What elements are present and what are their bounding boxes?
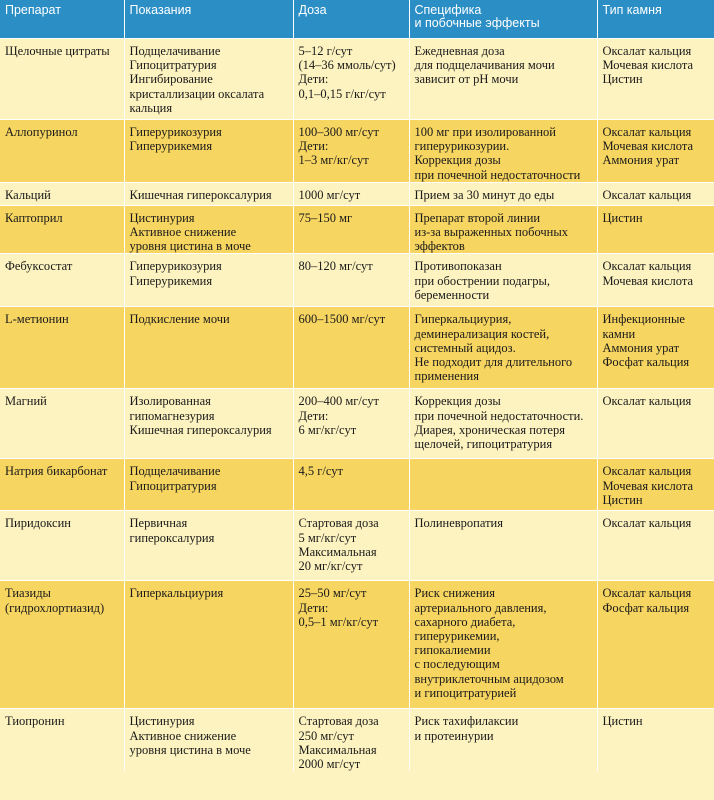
cell-indications: Гиперурикозурия Гиперурикемия	[124, 254, 293, 307]
cell-indications: Подщелачивание Гипоцитратурия Ингибирование кристаллизации оксалата кальция	[124, 39, 293, 120]
cell-stone: Оксалат кальция Мочевая кислота Аммония урат	[597, 120, 714, 183]
cell-indications: Подкисление мочи	[124, 307, 293, 389]
table-row	[0, 307, 714, 389]
cell-stone: Оксалат кальция	[597, 511, 714, 581]
table-row	[0, 120, 714, 183]
cell-drug: Натрия бикарбонат	[0, 459, 124, 511]
cell-stone: Оксалат кальция Фосфат кальция	[597, 581, 714, 709]
cell-stone: Оксалат кальция Мочевая кислота Цистин	[597, 39, 714, 120]
table-row	[0, 205, 714, 254]
cell-indications: Изолированная гипомагнезурия Кишечная гипероксалурия	[124, 389, 293, 459]
cell-indications: Цистинурия Активное снижение уровня цистина в моче	[124, 205, 293, 254]
header-stone: Тип камня	[597, 0, 714, 39]
cell-notes: Полиневропатия	[409, 511, 597, 581]
cell-notes: Коррекция дозы при почечной недостаточности. Диарея, хроническая потеря щелочей, гипоцитратурия	[409, 389, 597, 459]
cell-dose: 1000 мг/сут	[293, 182, 409, 205]
cell-notes: 100 мг при изолированной гиперурикозурии. Коррекция дозы при почечной недостаточности	[409, 120, 597, 183]
cell-stone: Цистин	[597, 205, 714, 254]
cell-stone: Оксалат кальция	[597, 389, 714, 459]
cell-stone: Инфекционные камни Аммония урат Фосфат кальция	[597, 307, 714, 389]
cell-drug: Магний	[0, 389, 124, 459]
cell-drug: Щелочные цитраты	[0, 39, 124, 120]
cell-drug: Каптоприл	[0, 205, 124, 254]
table-body	[0, 39, 714, 772]
header-indications: Показания	[124, 0, 293, 39]
cell-notes: Риск тахифилаксии и протеинурии	[409, 709, 597, 771]
table-row	[0, 254, 714, 307]
cell-dose: 100–300 мг/сут Дети: 1–3 мг/кг/сут	[293, 120, 409, 183]
cell-indications: Гиперкальциурия	[124, 581, 293, 709]
cell-indications: Цистинурия Активное снижение уровня цистина в моче	[124, 709, 293, 771]
cell-drug: Фебуксостат	[0, 254, 124, 307]
header-notes: Специфика и побочные эффекты	[409, 0, 597, 39]
cell-dose: 200–400 мг/сут Дети: 6 мг/кг/сут	[293, 389, 409, 459]
cell-dose: Стартовая доза 5 мг/кг/сут Максимальная 20 мг/кг/сут	[293, 511, 409, 581]
cell-notes: Противопоказан при обострении подагры, беременности	[409, 254, 597, 307]
cell-notes: Препарат второй линии из-за выраженных побочных эффектов	[409, 205, 597, 254]
cell-drug: L-метионин	[0, 307, 124, 389]
table-row	[0, 581, 714, 709]
cell-drug: Пиридоксин	[0, 511, 124, 581]
cell-indications: Первичная гипероксалурия	[124, 511, 293, 581]
header-dose: Доза	[293, 0, 409, 39]
cell-stone: Оксалат кальция Мочевая кислота	[597, 254, 714, 307]
table-row	[0, 459, 714, 511]
cell-drug: Тиопронин	[0, 709, 124, 771]
cell-dose: 80–120 мг/сут	[293, 254, 409, 307]
cell-drug: Аллопуринол	[0, 120, 124, 183]
cell-indications: Подщелачивание Гипоцитратурия	[124, 459, 293, 511]
cell-notes: Риск снижения артериального давления, сахарного диабета, гиперурикемии, гипокалиемии с последующим внутриклеточным ацидозом и гипоцитратурией	[409, 581, 597, 709]
table-header	[0, 0, 714, 39]
table-row	[0, 182, 714, 205]
header-drug: Препарат	[0, 0, 124, 39]
table-row	[0, 389, 714, 459]
cell-indications: Гиперурикозурия Гиперурикемия	[124, 120, 293, 183]
cell-notes: Ежедневная доза для подщелачивания мочи зависит от pH мочи	[409, 39, 597, 120]
cell-dose: Стартовая доза 250 мг/сут Максимальная 2000 мг/сут	[293, 709, 409, 771]
cell-dose: 25–50 мг/сут Дети: 0,5–1 мг/кг/сут	[293, 581, 409, 709]
cell-drug: Кальций	[0, 182, 124, 205]
cell-notes: Гиперкальциурия, деминерализация костей, системный ацидоз. Не подходит для длительного применения	[409, 307, 597, 389]
cell-stone: Оксалат кальция Мочевая кислота Цистин	[597, 459, 714, 511]
table-row	[0, 511, 714, 581]
cell-dose: 600–1500 мг/сут	[293, 307, 409, 389]
cell-drug: Тиазиды (гидрохлортиазид)	[0, 581, 124, 709]
cell-stone: Оксалат кальция	[597, 182, 714, 205]
table-row	[0, 709, 714, 771]
cell-dose: 75–150 мг	[293, 205, 409, 254]
cell-notes	[409, 459, 597, 511]
cell-dose: 5–12 г/сут (14–36 ммоль/сут) Дети: 0,1–0,15 г/кг/сут	[293, 39, 409, 120]
cell-stone: Цистин	[597, 709, 714, 771]
cell-dose: 4,5 г/сут	[293, 459, 409, 511]
header-row	[0, 0, 714, 39]
table-row	[0, 39, 714, 120]
cell-notes: Прием за 30 минут до еды	[409, 182, 597, 205]
cell-indications: Кишечная гипероксалурия	[124, 182, 293, 205]
